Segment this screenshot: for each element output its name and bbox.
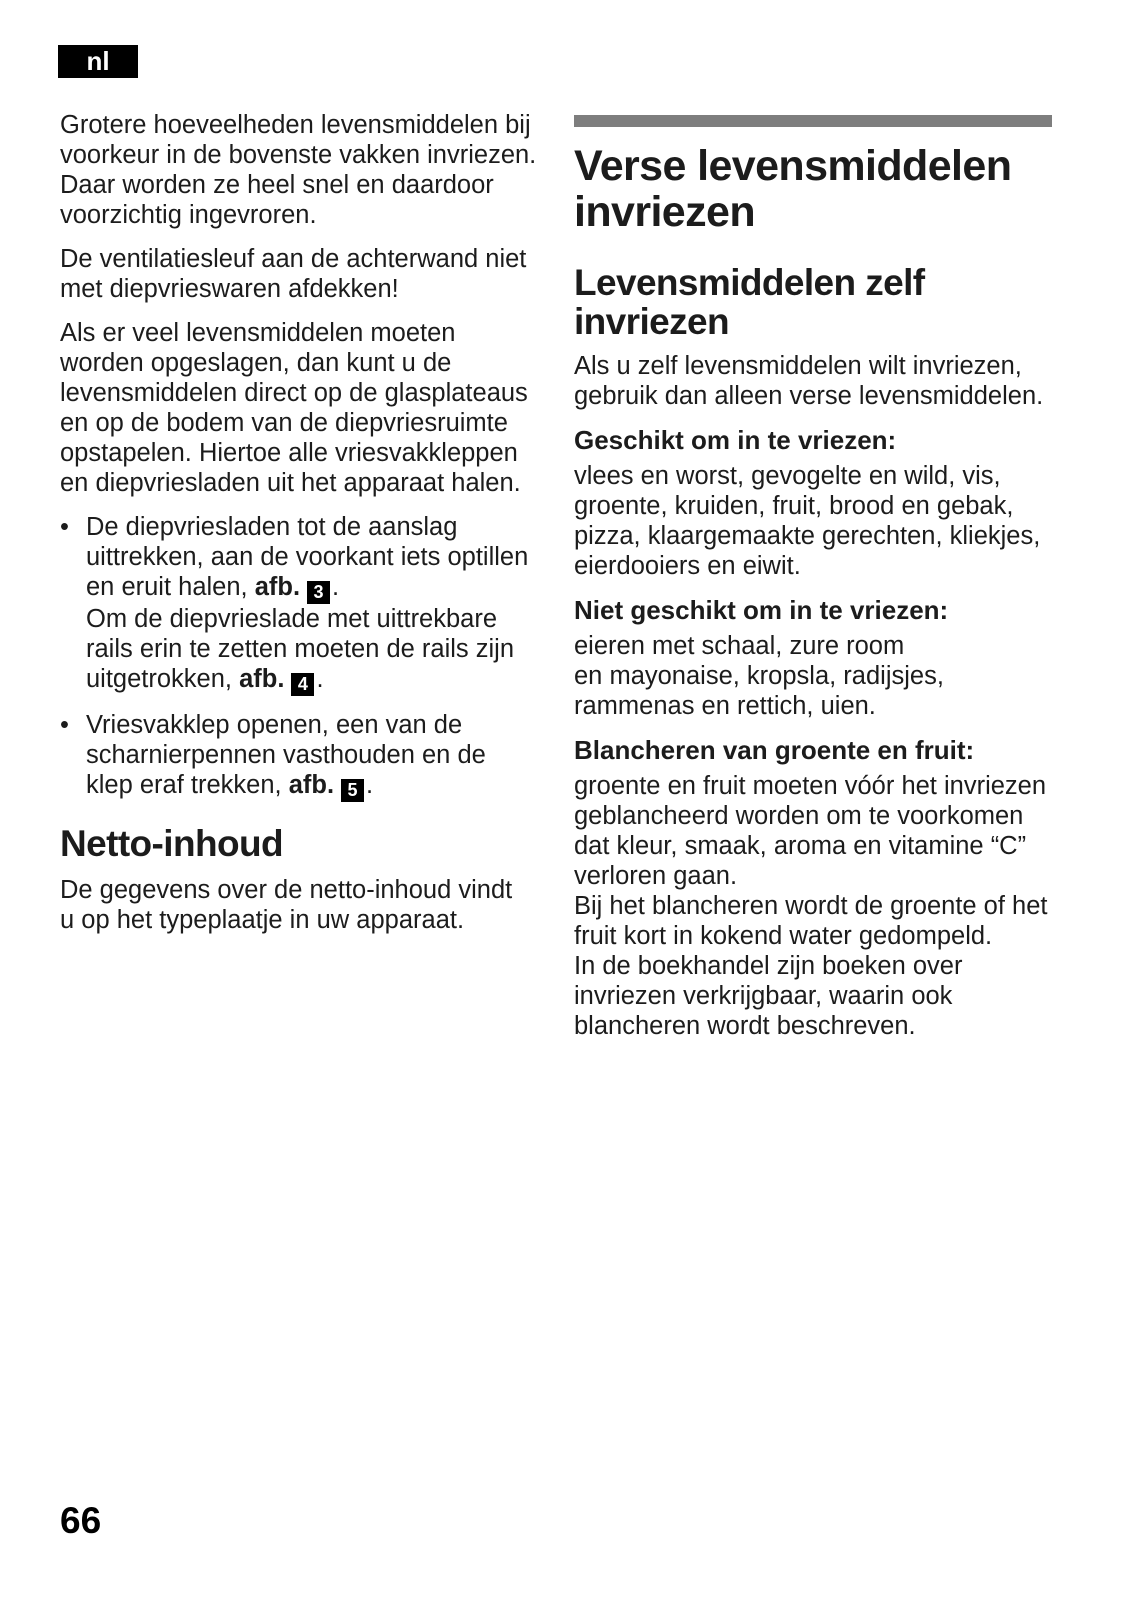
page-number: 66 bbox=[60, 1500, 102, 1541]
figure-4-badge: 4 bbox=[291, 673, 314, 696]
figure-reference-label: afb. bbox=[254, 573, 301, 601]
bullet-marker: • bbox=[60, 513, 69, 541]
left-column bbox=[60, 110, 538, 949]
list-item-flap bbox=[60, 710, 538, 802]
bullet-text-segment: De diepvriesladen tot de aanslag uittrekken, aan de voorkant iets optillen en eruit halen, bbox=[86, 513, 529, 601]
text-sentence: groente en fruit moeten vóór het invriezen geblancheerd worden om te voorkomen dat kleur, smaak, aroma en vitamine “C” verloren gaan. bbox=[574, 772, 1047, 890]
bullet-text-segment: Vriesvakklep openen, een van de scharnierpennen vasthouden en de klep eraf trekken, bbox=[86, 711, 486, 799]
figure-5-badge: 5 bbox=[341, 779, 364, 802]
punctuation: . bbox=[366, 771, 374, 799]
chapter-divider-bar bbox=[574, 115, 1052, 127]
right-column bbox=[574, 115, 1052, 1055]
paragraph-ventilation-slot: De ventilatiesleuf aan de achterwand niet met diepvrieswaren afdekken! bbox=[60, 245, 527, 303]
text-sentence: Bij het blancheren wordt de groente of het fruit kort in kokend water gedompeld. bbox=[574, 892, 1048, 950]
subsection-heading-not-suitable: Niet geschikt om in te vriezen: bbox=[574, 595, 949, 625]
figure-reference-label: afb. bbox=[288, 771, 335, 799]
list-item-drawers bbox=[60, 512, 538, 696]
bullet-text-segment: Om de diepvrieslade met uittrekbare rails erin te zetten moeten de rails zijn uitgetrokken, bbox=[86, 605, 515, 693]
punctuation: . bbox=[332, 573, 340, 601]
section-heading-netto-inhoud: Netto-inhoud bbox=[60, 823, 283, 864]
bullet-list bbox=[60, 512, 538, 802]
text-line: eieren met schaal, zure room bbox=[574, 632, 905, 660]
section-heading-self-freezing: Levensmiddelen zelf invriezen bbox=[574, 262, 925, 342]
figure-reference-label: afb. bbox=[239, 665, 285, 693]
chapter-heading: Verse levensmiddelen invriezen bbox=[574, 142, 1012, 236]
language-badge: nl bbox=[58, 45, 138, 78]
paragraph-not-suitable-foods bbox=[574, 631, 1052, 721]
paragraph-stacking-food: Als er veel levensmiddelen moeten worden opgeslagen, dan kunt u de levensmiddelen direct op de glasplateaus en op de bodem van de diepvriesruimte opstapelen. Hiertoe alle vriesvakkleppen en diepvriesladen uit het apparaat halen. bbox=[60, 319, 528, 497]
paragraph-intro: Als u zelf levensmiddelen wilt invriezen, gebruik dan alleen verse levensmiddelen. bbox=[574, 352, 1044, 410]
text-sentence: In de boekhandel zijn boeken over invriezen verkrijgbaar, waarin ook blancheren wordt beschreven. bbox=[574, 952, 963, 1040]
bullet-text bbox=[86, 512, 532, 696]
paragraph-suitable-foods: vlees en worst, gevogelte en wild, vis, groente, kruiden, fruit, brood en gebak, pizza, klaargemaakte gerechten, kliekjes, eierdooiers en eiwit. bbox=[574, 462, 1041, 580]
figure-3-badge: 3 bbox=[307, 581, 330, 604]
subsection-heading-suitable: Geschikt om in te vriezen: bbox=[574, 425, 897, 455]
punctuation: . bbox=[316, 665, 324, 693]
paragraph-blanching bbox=[574, 771, 1052, 1041]
paragraph-netto-inhoud: De gegevens over de netto-inhoud vindt u op het typeplaatje in uw apparaat. bbox=[60, 876, 513, 934]
subsection-heading-blanching: Blancheren van groente en fruit: bbox=[574, 735, 975, 765]
paragraph-freezing-top-compartments: Grotere hoeveelheden levensmiddelen bij voorkeur in de bovenste vakken invriezen. Daar worden ze heel snel en daardoor voorzichtig ingevroren. bbox=[60, 111, 537, 229]
text-line: en mayonaise, kropsla, radijsjes, bbox=[574, 662, 944, 690]
bullet-marker: • bbox=[60, 711, 69, 739]
text-line: rammenas en rettich, uien. bbox=[574, 692, 876, 720]
bullet-text bbox=[86, 710, 532, 802]
